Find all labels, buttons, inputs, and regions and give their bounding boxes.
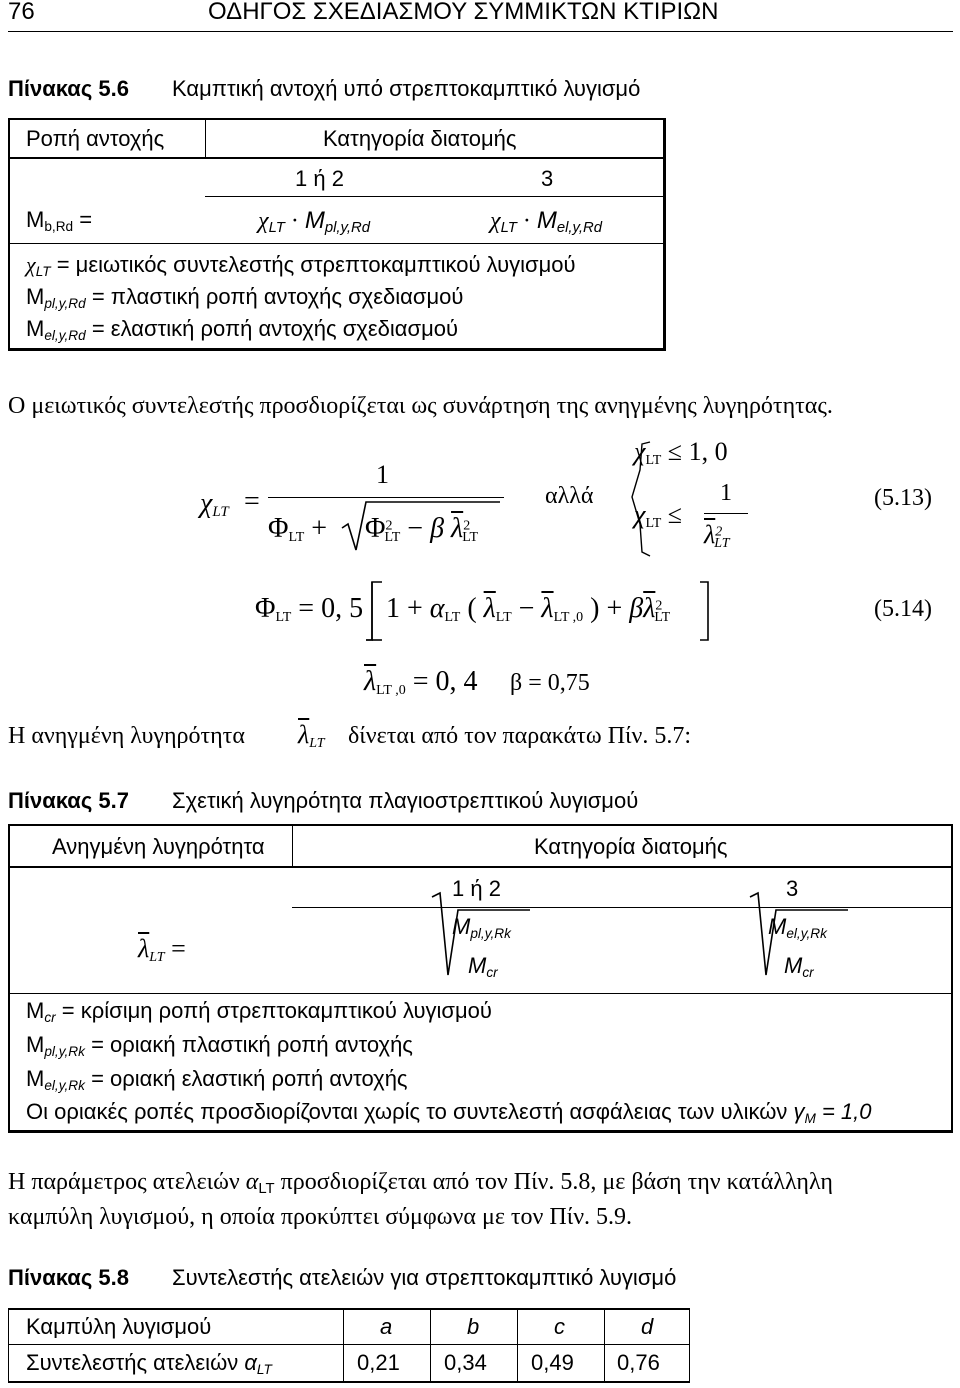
table56-label: Πίνακας 5.6 [8, 76, 129, 101]
table57-mcr-1: $M_{cr}$ [468, 953, 498, 980]
header-rule [8, 31, 953, 32]
table58-bottom-border [8, 1381, 690, 1383]
table56-top-border [8, 118, 664, 120]
eq513-cond2-bar [704, 513, 748, 514]
table56-cat12: 1 ή 2 [295, 166, 344, 191]
table58-top-border [8, 1308, 690, 1310]
table57-mpl: $M_{pl,y,Rk}$ [452, 914, 511, 941]
table57-left-border [8, 824, 10, 1133]
table58-value-c: 0,49 [531, 1350, 574, 1375]
eq513-denominator: $\Phi_{LT}$ + [268, 513, 328, 545]
table56-subheader-rule [205, 196, 664, 197]
table57-mel: $M_{el,y,Rk}$ [768, 914, 827, 941]
eq513-numerator: 1 [376, 460, 389, 489]
table56-row-label: $M_{b,Rd}$ = [26, 207, 93, 234]
eq513-number: (5.13) [874, 485, 932, 511]
table58-right-border [689, 1308, 690, 1383]
table57-def-mpl: $M_{pl,y,Rk} = o\rho\iota\alpha\kappa ή$ πλαστική ροπή αντοχής [26, 1032, 413, 1059]
table57-right-border [951, 824, 953, 1133]
table58-row2-label: Συντελεστής ατελειών $\alpha_{LT}$ [26, 1350, 272, 1377]
table56-formula-pl: $\chi_{LT} \cdot M_{pl,y,Rd}$ [258, 207, 371, 237]
table57-col-divider [292, 824, 293, 868]
table57-body-rule [8, 993, 953, 994]
table58-value-d: 0,76 [617, 1350, 660, 1375]
table58-divider-4 [604, 1308, 605, 1383]
table57-mcr-2: $M_{cr}$ [784, 953, 814, 980]
table56-def-chi: $\chi_{LT} = \mu\varepsilon\iota\omega\tau\iota\kappa ό\varsigma$ συντελεστής στρεπτοκαμπτικού λυγισμού [26, 252, 576, 279]
table58-value-b: 0,34 [444, 1350, 487, 1375]
table58-label: Πίνακας 5.8 [8, 1265, 129, 1290]
paragraph-reduction-factor: Ο μειωτικός συντελεστής προσδιορίζεται ως συνάρτηση της ανηγμένης λυγηρότητας. [8, 393, 833, 419]
eq513-fraction-bar [268, 497, 504, 498]
eq513-but: αλλά [545, 483, 594, 509]
table57-def-mcr: $M_{cr} = \kappa\rho ί\sigma\iota\mu\eta$ ροπή στρεπτοκαμπτικού λυγισμού [26, 998, 492, 1025]
table58-caption: Συντελεστής ατελειών για στρεπτοκαμπτικό λυγισμό [172, 1265, 677, 1290]
eq514-bracket-content: $1 + \alpha_{LT}$ ( $\overline{\lambda}_{LT} - \overline{\lambda}_{LT ,0}$ ) + $\beta\overline{\lambda}^2_{LT}$ [386, 593, 671, 625]
table56-caption: Καμπτική αντοχή υπό στρεπτοκαμπτικό λυγισμό [172, 76, 641, 101]
table57-top-border [8, 824, 953, 826]
table57-lambda: $\overline{\lambda}_{LT}$ = [138, 934, 186, 965]
table56-body-rule [8, 243, 664, 244]
table56-cat3: 3 [541, 166, 554, 191]
table56-def-mpl: $M_{pl,y,Rd} = \pi\lambda\alpha\sigma\tau\iota\kappa ή$ ροπή αντοχής σχεδιασμού [26, 284, 464, 311]
table58-value-a: 0,21 [357, 1350, 400, 1375]
table57-col-header: Ανηγμένη λυγηρότητα [52, 834, 265, 859]
table56-col-divider [205, 118, 206, 157]
table56-group-header: Κατηγορία διατομής [323, 126, 517, 151]
paragraph-imperfection-line1: Η παράμετρος ατελειών $\alpha_{LT}$ προσδιορίζεται από τον Πίν. 5.8, με βάση την κατάλληλη [8, 1169, 833, 1198]
table57-def-note: Οι οριακές ροπές προσδιορίζονται χωρίς το συντελεστή ασφάλειας των υλικών $\gamma_M = 1,0$ [26, 1099, 872, 1126]
lambda-sentence-start: Η ανηγμένη λυγηρότητα [8, 723, 245, 749]
table56-bottom-border [8, 348, 666, 351]
table57-header-rule [8, 866, 953, 868]
eq513-cond2-left: $\chi_{LT}$ ≤ [634, 500, 683, 531]
table57-def-mel: $M_{el,y,Rk} = o\rho\iota\alpha\kappa ή$ ελαστική ροπή αντοχής [26, 1066, 408, 1093]
eq513-cond2-numerator: 1 [720, 480, 732, 506]
eq513-equals: = [244, 486, 260, 517]
table58-divider-3 [517, 1308, 518, 1383]
table58-row1-label: Καμπύλη λυγισμού [26, 1314, 212, 1339]
beta-definition: β = 0,75 [510, 670, 590, 696]
paragraph-imperfection-line2: καμπύλη λυγισμού, η οποία προκύπτει σύμφωνα με τον Πίν. 5.9. [8, 1204, 633, 1230]
eq514-number: (5.14) [874, 596, 932, 622]
page-number: 76 [8, 0, 35, 25]
table57-cat3: 3 [786, 876, 799, 901]
running-title: ΟΔΗΓΟΣ ΣΧΕΔΙΑΣΜΟΥ ΣΥΜΜΙΚΤΩΝ ΚΤΙΡΙΩΝ [208, 0, 719, 25]
table58-curve-b: b [467, 1314, 480, 1339]
table58-mid-rule [8, 1344, 690, 1345]
table58-curve-a: a [380, 1314, 393, 1339]
table58-divider-2 [430, 1308, 431, 1383]
eq513-sqrt-content: $\Phi^2_{LT} - \beta$ $\overline{\lambda}^2_{LT}$ [365, 513, 479, 545]
table56-col-header: Ροπή αντοχής [26, 126, 165, 151]
table58-divider-1 [343, 1308, 344, 1383]
table56-formula-el: $\chi_{LT} \cdot M_{el,y,Rd}$ [490, 207, 603, 237]
table57-bottom-border [8, 1130, 953, 1133]
table58-curve-c: c [554, 1314, 565, 1339]
table56-left-border [8, 118, 10, 351]
table56-def-mel: $M_{el,y,Rd} = \varepsilon\lambda\alpha\sigma\tau\iota\kappa ή$ ροπή αντοχής σχεδιασμού [26, 316, 459, 343]
table57-caption: Σχετική λυγηρότητα πλαγιοστρεπτικού λυγισμού [172, 788, 639, 813]
eq514-phi: $\Phi_{LT} = 0$, 5 [255, 593, 364, 625]
lambda-sentence-end: δίνεται από τον παρακάτω Πίν. 5.7: [348, 723, 692, 749]
eq513-cond2-denominator: $\overline{\lambda}^2_{LT}$ [704, 520, 730, 551]
lambda0-definition: $\overline{\lambda}_{LT ,0} = 0$, 4 [364, 666, 478, 698]
table56-header-rule [8, 157, 664, 159]
eq513-cond1: $\chi_{LT} \le 1$, 0 [634, 437, 728, 468]
table57-cat12: 1 ή 2 [452, 876, 501, 901]
lambda-symbol: $\overline{\lambda}_{LT}$ [298, 720, 325, 751]
table58-curve-d: d [641, 1314, 654, 1339]
table57-subheader-rule [292, 907, 953, 908]
table57-group-header: Κατηγορία διατομής [534, 834, 728, 859]
table56-right-border [663, 118, 666, 351]
eq513-chi: $\chi_{LT}$ [200, 488, 229, 521]
table58-left-border [8, 1308, 9, 1383]
table57-label: Πίνακας 5.7 [8, 788, 129, 813]
